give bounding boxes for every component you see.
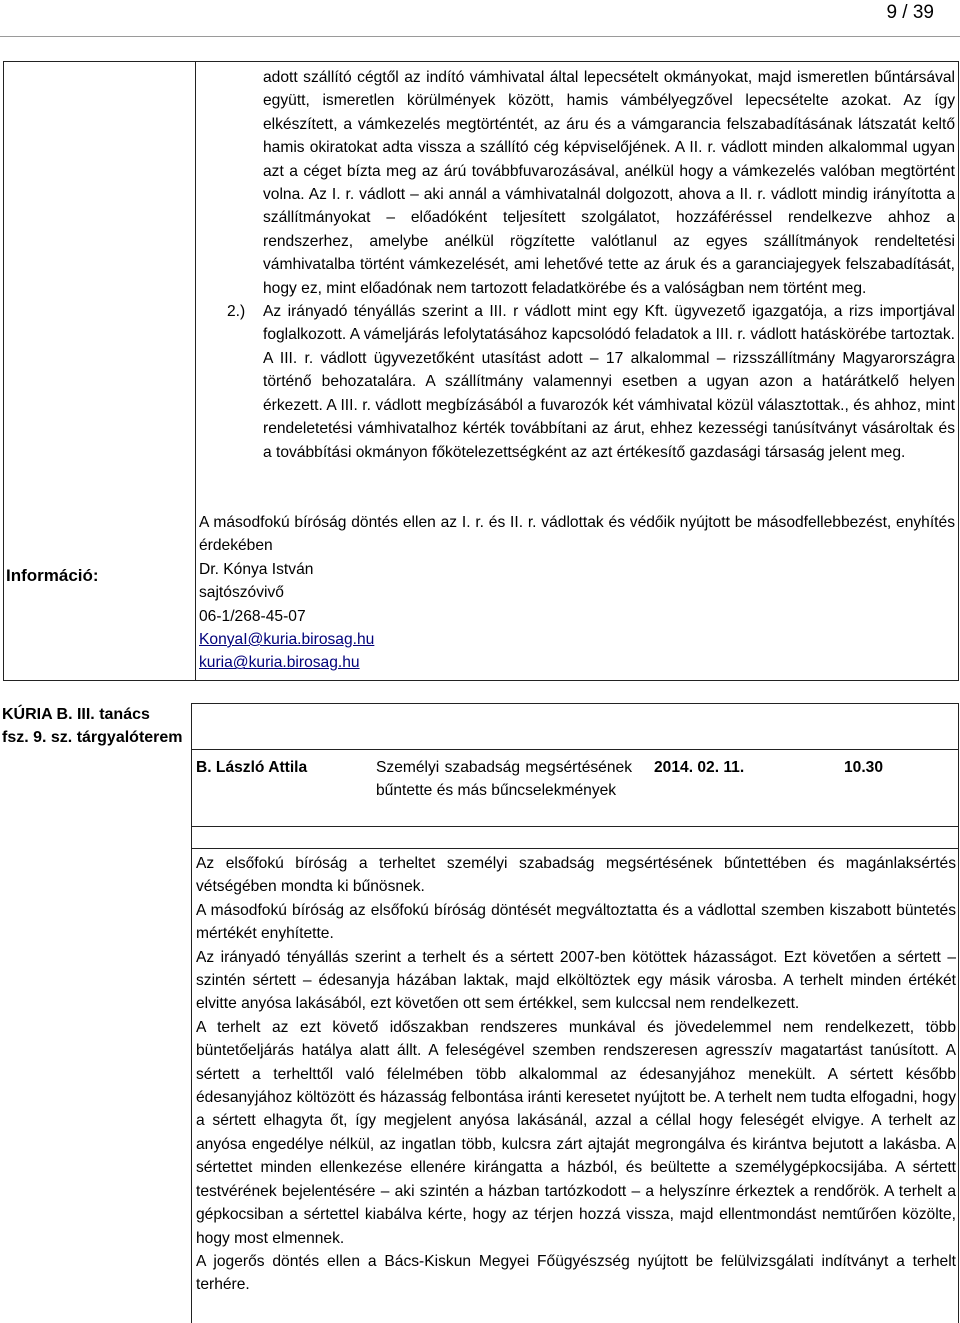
case-table — [191, 703, 959, 1323]
body-paragraph-3: Az irányadó tényállás szerint a terhelt és a sértett 2007-ben kötöttek házasságot. Ezt követően a sértett – szintén sértett – édesanyja házában laktak, majd elköltöztek egy másik városba. A terhelt minden értékét elvitte anyósa lakásából, ezt követően ott sem értékkel, sem kulccsal nem rendelkezett. — [196, 948, 956, 1013]
court-line-2: fsz. 9. sz. tárgyalóterem — [2, 729, 183, 746]
row-divider — [192, 848, 958, 849]
contact-phone: 06-1/268-45-07 — [199, 607, 306, 625]
row-divider — [192, 826, 958, 827]
contact-role: sajtószóvivő — [199, 584, 284, 602]
body-paragraph-1: Az elsőfokú bíróság a terheltet személyi szabadság megsértésének bűntettében és magánlaksértés vétségében mondta ki bűnösnek. — [196, 855, 956, 896]
body-paragraph-5: A jogerős döntés ellen a Bács-Kiskun Megyei Főügyészség nyújtott be felülvizsgálati indítványt a terhelt terhére. — [196, 1252, 956, 1294]
column-divider — [195, 62, 196, 680]
hearing-time: 10.30 — [844, 759, 884, 776]
info-table — [3, 61, 959, 681]
contact-email-link-2[interactable]: kuria@kuria.birosag.hu — [199, 654, 360, 672]
hearing-date: 2014. 02. 11. — [654, 759, 745, 776]
header-divider — [0, 36, 960, 37]
item-2-text: Az irányadó tényállás szerint a III. r vádlott mint egy Kft. ügyvezető igazgatója, a rizs importjával foglalkozott. A vámeljárás lefolytatásához kapcsolódó feladatok a III. r. vádlott hatáskörébe tartoztak. A III. r. vádlott ügyvezetőként utasítást adott – 17 alkalommal – rizsszállítmány Magyarországra történő behozatalára. A szállítmány valamennyi esetben a ugyan azon a határátkelő helyen érkezett. A III. r. vádlott megbízásából a fuvarozók két vámhivatal közül választottak., és ahhoz, mint rendeletetési vámhivatalhoz kérték továbbítani az árut, ehhez kezességi tanúsítványt vásároltak és a továbbítási okmányon főkötelezettségként az azt értékesítő gazdasági társaság jelent meg. — [263, 303, 955, 461]
defendant-name: B. László Attila — [196, 759, 308, 776]
info-label: Információ: — [6, 566, 99, 585]
appeal-text: A másodfokú bíróság döntés ellen az I. r. és II. r. vádlottak és védőik nyújtott be másodfellebbezést, enyhítés érdekében — [199, 514, 955, 555]
body-paragraph-4: A terhelt az ezt követő időszakban rendszeres munkával és jövedelemmel nem rendelkezett, több büntetőeljárás hatálya alatt állt. A feleségével szemben rendszeresen agresszív magatartást tanúsított. A sértett a terhelttől való félelmében több alkalommal az édesanyjához menekült. A sértett később édesanyjához költözött és házasság felbontása iránti keresetet nyújtott be. A terhelt nem tudta elfogadni, hogy a sértett elhagyta őt, így megjelent anyósa lakásánál, azzal a céllal hogy feleségét elvigye. A terhelt az anyósa engedélye nélkül, az ingatlan több, kulcsra zárt ajtaját megrongálva és kirántva bejutott a lakásba. A sértettet minden ellenkezése ellenére kirángatta a házból, és beültette a személygépkocsijába. A sértett testvérének bejelentésére – aki szintén a házban tartózkodott – a helyszínre érkeztek a rendőrök. A terhelt a gépkocsiban a sértettel kiabálva kérte, hogy az térjen hozzá vissza, majd ellentmondást nemtűrően közölte, hogy most elmennek. — [196, 1018, 956, 1247]
numbered-item-2 — [227, 300, 955, 464]
item-number: 2.) — [227, 303, 246, 321]
case-body — [196, 852, 956, 1297]
info-content-wide — [199, 511, 955, 675]
row-divider — [192, 749, 958, 750]
page-number: 9 / 39 — [886, 2, 934, 23]
info-content — [227, 66, 955, 464]
body-paragraph-2: A másodfokú bíróság az elsőfokú bíróság döntését megváltoztatta és a vádlottal szemben kiszabott büntetés mértékét enyhítette. — [196, 901, 956, 943]
contact-name: Dr. Kónya István — [199, 560, 314, 578]
contact-email-link-1[interactable]: KonyaI@kuria.birosag.hu — [199, 631, 375, 649]
paragraph-1: adott szállító cégtől az indító vámhivatal által lepecsételt okmányokat, majd ismeretlen bűntársával együtt, ismeretlen körülmények között, hamis vámbélyegzővel lepecsételte azokat. Az így elkészített, a vámkezelés megtörténtét, az áru és a vámgarancia felszabadításának látszatát keltő hamis okiratokat adta vissza a szállító cég képviselőjének. A II. r. vádlott minden alkalommal ugyan azt a céget bízta meg az árú továbbfuvarozásával, anélkül hogy a vámkezelés valóban megtörtént volna. Az I. r. vádlott – aki annál a vámhivatalnál dolgozott, ahova a II. r. vádlott mindig irányította a szállítmányokat – előadóként teljesített szolgálatot, hozzáféréssel rendelkezve ahhoz a rendszerhez, amelybe anélkül rögzítette valótlanul az egyes szállítmányok rendeltetési vámhivatalba történt vámkezelését, ami lehetővé tette az áruk és a garanciajegyek felszabadítását, hogy ez, mint előadónak nem tartozott feladatkörébe és a valóságban nem történt meg. — [263, 69, 955, 297]
court-line-1: KÚRIA B. III. tanács — [2, 706, 150, 723]
offense-description: Személyi szabadság megsértésének bűntette és más bűncselekmények — [376, 759, 632, 800]
